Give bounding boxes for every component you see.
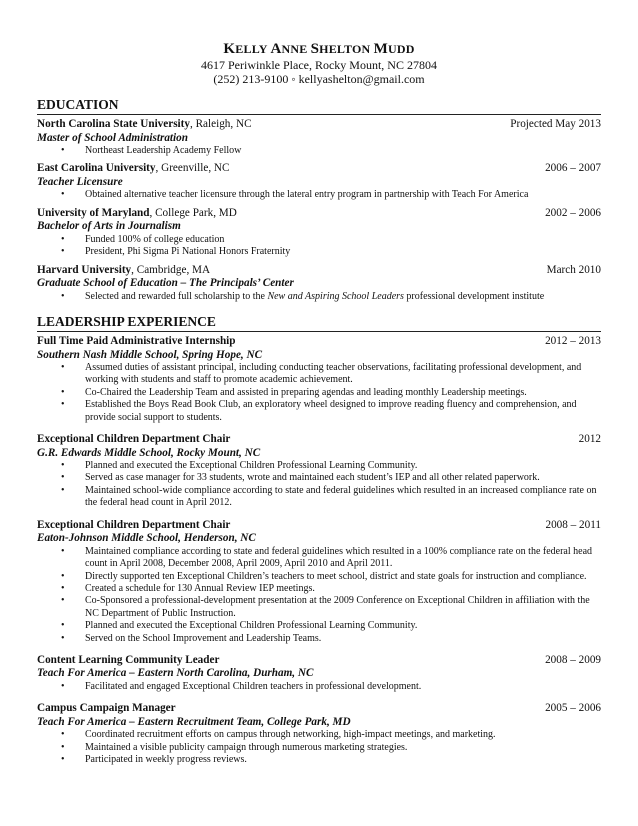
list-item: • Participated in weekly progress reviews.	[75, 754, 601, 766]
role-title: Exceptional Children Department Chair	[37, 433, 231, 446]
date-range: 2008 – 2011	[545, 518, 601, 531]
list-item: • Planned and executed the Exceptional Children Professional Learning Community.	[75, 620, 601, 632]
role-title: Full Time Paid Administrative Internship	[37, 335, 236, 348]
list-item: • Established the Boys Read Book Club, an exploratory wheel designed to improve reading fluency and comprehension, and provide social support to students.	[75, 399, 601, 424]
list-item: • Planned and executed the Exceptional Children Professional Learning Community.	[75, 460, 601, 472]
list-item: • Northeast Leadership Academy Fellow	[75, 145, 601, 157]
section-divider	[37, 114, 601, 115]
education-entry	[37, 162, 601, 201]
date-range: 2008 – 2009	[545, 653, 601, 666]
date-range: 2012 – 2013	[545, 335, 601, 348]
list-item: • Directly supported ten Exceptional Children’s teachers to meet school, district and state goals for instruction and compliance.	[75, 571, 601, 583]
organization: Southern Nash Middle School, Spring Hope, NC	[37, 348, 263, 361]
degree: Teacher Licensure	[37, 175, 123, 188]
date-range: 2005 – 2006	[545, 702, 601, 715]
program-name: New and Aspiring School Leaders	[267, 290, 404, 302]
organization: G.R. Edwards Middle School, Rocky Mount, NC	[37, 446, 261, 459]
education-entry	[37, 264, 601, 303]
list-item: • Served on the School Improvement and Leadership Teams.	[75, 633, 601, 645]
list-item: • Assumed duties of assistant principal, including conducting teacher observations, facilitating professional development, and working with students and staff to promote academic achievement.	[75, 362, 601, 387]
experience-entry	[37, 702, 601, 766]
list-item: • Maintained a visible publicity campaign through numerous marketing strategies.	[75, 742, 601, 754]
date-range: March 2010	[546, 263, 601, 276]
resume-header	[37, 40, 601, 86]
list-item: • President, Phi Sigma Pi National Honors Fraternity	[75, 246, 601, 258]
date-range: 2002 – 2006	[545, 206, 601, 219]
school-name: East Carolina University	[37, 162, 156, 175]
list-item: • Selected and rewarded full scholarship to the New and Aspiring School Leaders professional development institute	[75, 291, 601, 303]
list-item: • Obtained alternative teacher licensure through the lateral entry program in partnership with Teach For America	[75, 189, 601, 201]
school-location: , Greenville, NC	[155, 162, 230, 175]
school-location: , Cambridge, MA	[131, 263, 211, 276]
candidate-name: KELLY ANNE SHELTON MUDD	[223, 41, 415, 57]
experience-entry	[37, 433, 601, 510]
list-item: • Created a schedule for 130 Annual Review IEP meetings.	[75, 583, 601, 595]
experience-entry	[37, 519, 601, 645]
list-item: • Co-Sponsored a professional-development presentation at the 2009 Conference on Exceptional Children in affiliation with the NC Department of Public Instruction.	[75, 595, 601, 620]
school-location: , Raleigh, NC	[190, 118, 252, 130]
leadership-heading: LEADERSHIP EXPERIENCE	[37, 314, 216, 330]
organization: Teach For America – Eastern Recruitment Team, College Park, MD	[37, 715, 351, 728]
role-title: Campus Campaign Manager	[37, 702, 176, 715]
list-item: • Facilitated and engaged Exceptional Children teachers in professional development.	[75, 681, 601, 693]
address-line: 4617 Periwinkle Place, Rocky Mount, NC 27804	[201, 58, 437, 72]
degree: Master of School Administration	[37, 131, 188, 144]
degree: Graduate School of Education – The Principals’ Center	[37, 277, 294, 290]
school-name: North Carolina State University	[37, 118, 190, 130]
date-range: 2012	[578, 433, 601, 446]
section-divider	[37, 331, 601, 332]
degree: Bachelor of Arts in Journalism	[37, 220, 181, 233]
education-heading: EDUCATION	[37, 97, 119, 112]
experience-entry	[37, 654, 601, 693]
date-range: Projected May 2013	[510, 118, 601, 130]
organization: Eaton-Johnson Middle School, Henderson, NC	[37, 532, 256, 545]
list-item: • Maintained school-wide compliance according to state and federal guidelines which resulted in an increased compliance rate on the federal head count in April 2012.	[75, 485, 601, 510]
school-name: University of Maryland	[37, 206, 150, 219]
role-title: Exceptional Children Department Chair	[37, 518, 231, 531]
role-title: Content Learning Community Leader	[37, 653, 220, 666]
school-location: , College Park, MD	[149, 206, 237, 219]
education-entry	[37, 118, 601, 157]
list-item: • Funded 100% of college education	[75, 234, 601, 246]
list-item: • Served as case manager for 33 students, wrote and maintained each student’s IEP and all other related paperwork.	[75, 472, 601, 484]
date-range: 2006 – 2007	[545, 162, 601, 175]
experience-entry	[37, 335, 601, 424]
education-entry	[37, 207, 601, 259]
list-item: • Co-Chaired the Leadership Team and assisted in preparing agendas and leading monthly Leadership meetings.	[75, 387, 601, 399]
school-name: Harvard University	[37, 263, 132, 276]
list-item: • Maintained compliance according to state and federal guidelines which resulted in a 100% compliance rate on the federal head count in April 2008, December 2008, April 2009, April 2010 and April 2011.	[75, 546, 601, 571]
list-item: • Coordinated recruitment efforts on campus through networking, high-impact meetings, and marketing.	[75, 729, 601, 741]
organization: Teach For America – Eastern North Carolina, Durham, NC	[37, 667, 314, 680]
phone-email-line: (252) 213-9100 ◦ kellyashelton@gmail.com	[213, 72, 425, 86]
